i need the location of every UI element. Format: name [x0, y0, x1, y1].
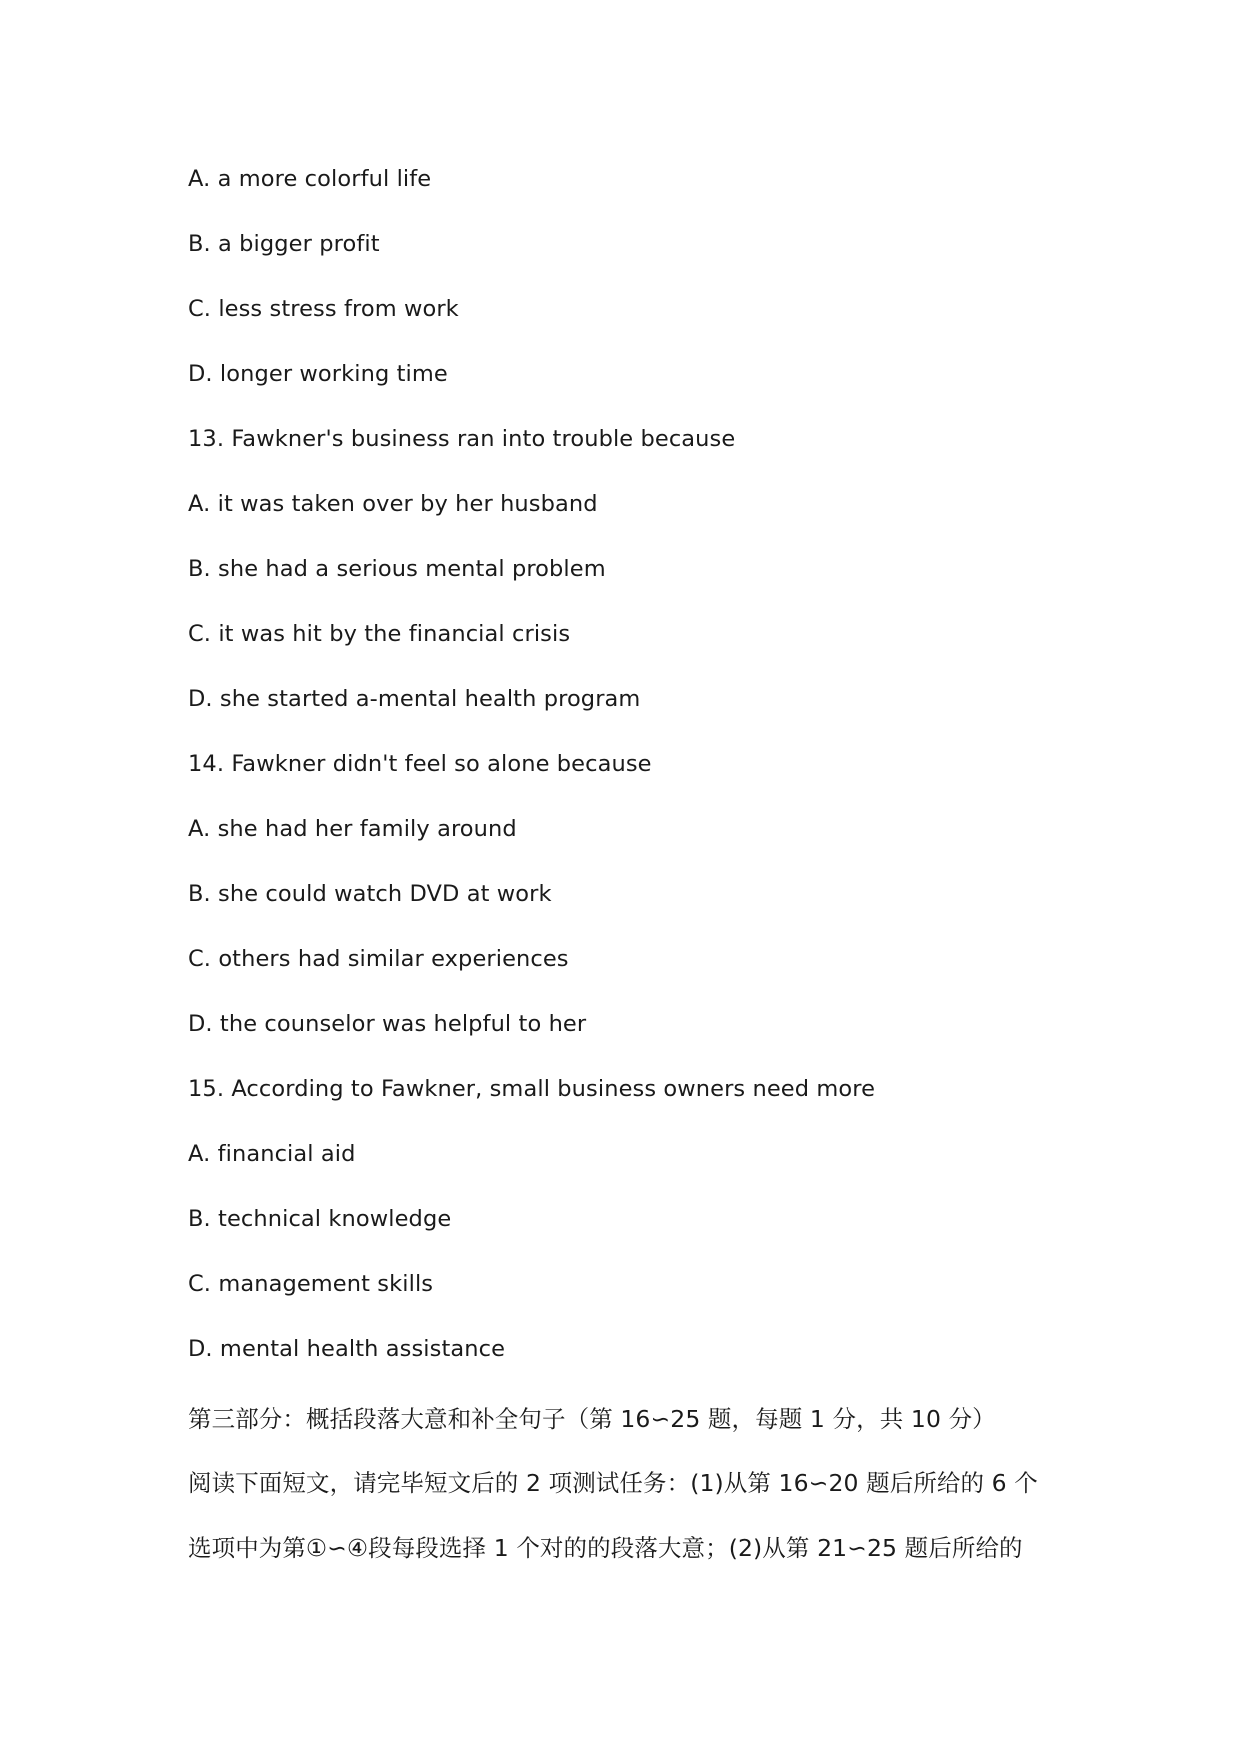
option-14-c: C. others had similar experiences: [188, 946, 569, 972]
option-14-b: B. she could watch DVD at work: [188, 881, 552, 907]
option-13-c: C. it was hit by the financial crisis: [188, 621, 571, 647]
option-13-a: A. it was taken over by her husband: [188, 491, 598, 517]
option-11-d: D. longer working time: [188, 361, 448, 387]
instructions-line-1: 阅读下面短文，请完毕短文后的 2 项测试任务：(1)从第 16∽20 题后所给的 6 个: [188, 1469, 1038, 1497]
question-13: 13. Fawkner's business ran into trouble because: [188, 426, 736, 452]
option-14-a: A. she had her family around: [188, 816, 517, 842]
question-14: 14. Fawkner didn't feel so alone because: [188, 751, 652, 777]
option-11-a: A. a more colorful life: [188, 166, 432, 192]
option-15-a: A. financial aid: [188, 1141, 356, 1167]
section-three-heading: 第三部分：概括段落大意和补全句子（第 16∽25 题，每题 1 分，共 10 分）: [188, 1405, 996, 1433]
question-15: 15. According to Fawkner, small business owners need more: [188, 1076, 876, 1102]
instructions-line-2: 选项中为第①∽④段每段选择 1 个对的的段落大意；(2)从第 21∽25 题后所给的: [188, 1534, 1023, 1562]
option-13-d: D. she started a-mental health program: [188, 686, 641, 712]
option-11-c: C. less stress from work: [188, 296, 459, 322]
option-15-b: B. technical knowledge: [188, 1206, 452, 1232]
option-15-c: C. management skills: [188, 1271, 434, 1297]
option-13-b: B. she had a serious mental problem: [188, 556, 606, 582]
option-14-d: D. the counselor was helpful to her: [188, 1011, 587, 1037]
option-15-d: D. mental health assistance: [188, 1336, 506, 1362]
option-11-b: B. a bigger profit: [188, 231, 380, 257]
